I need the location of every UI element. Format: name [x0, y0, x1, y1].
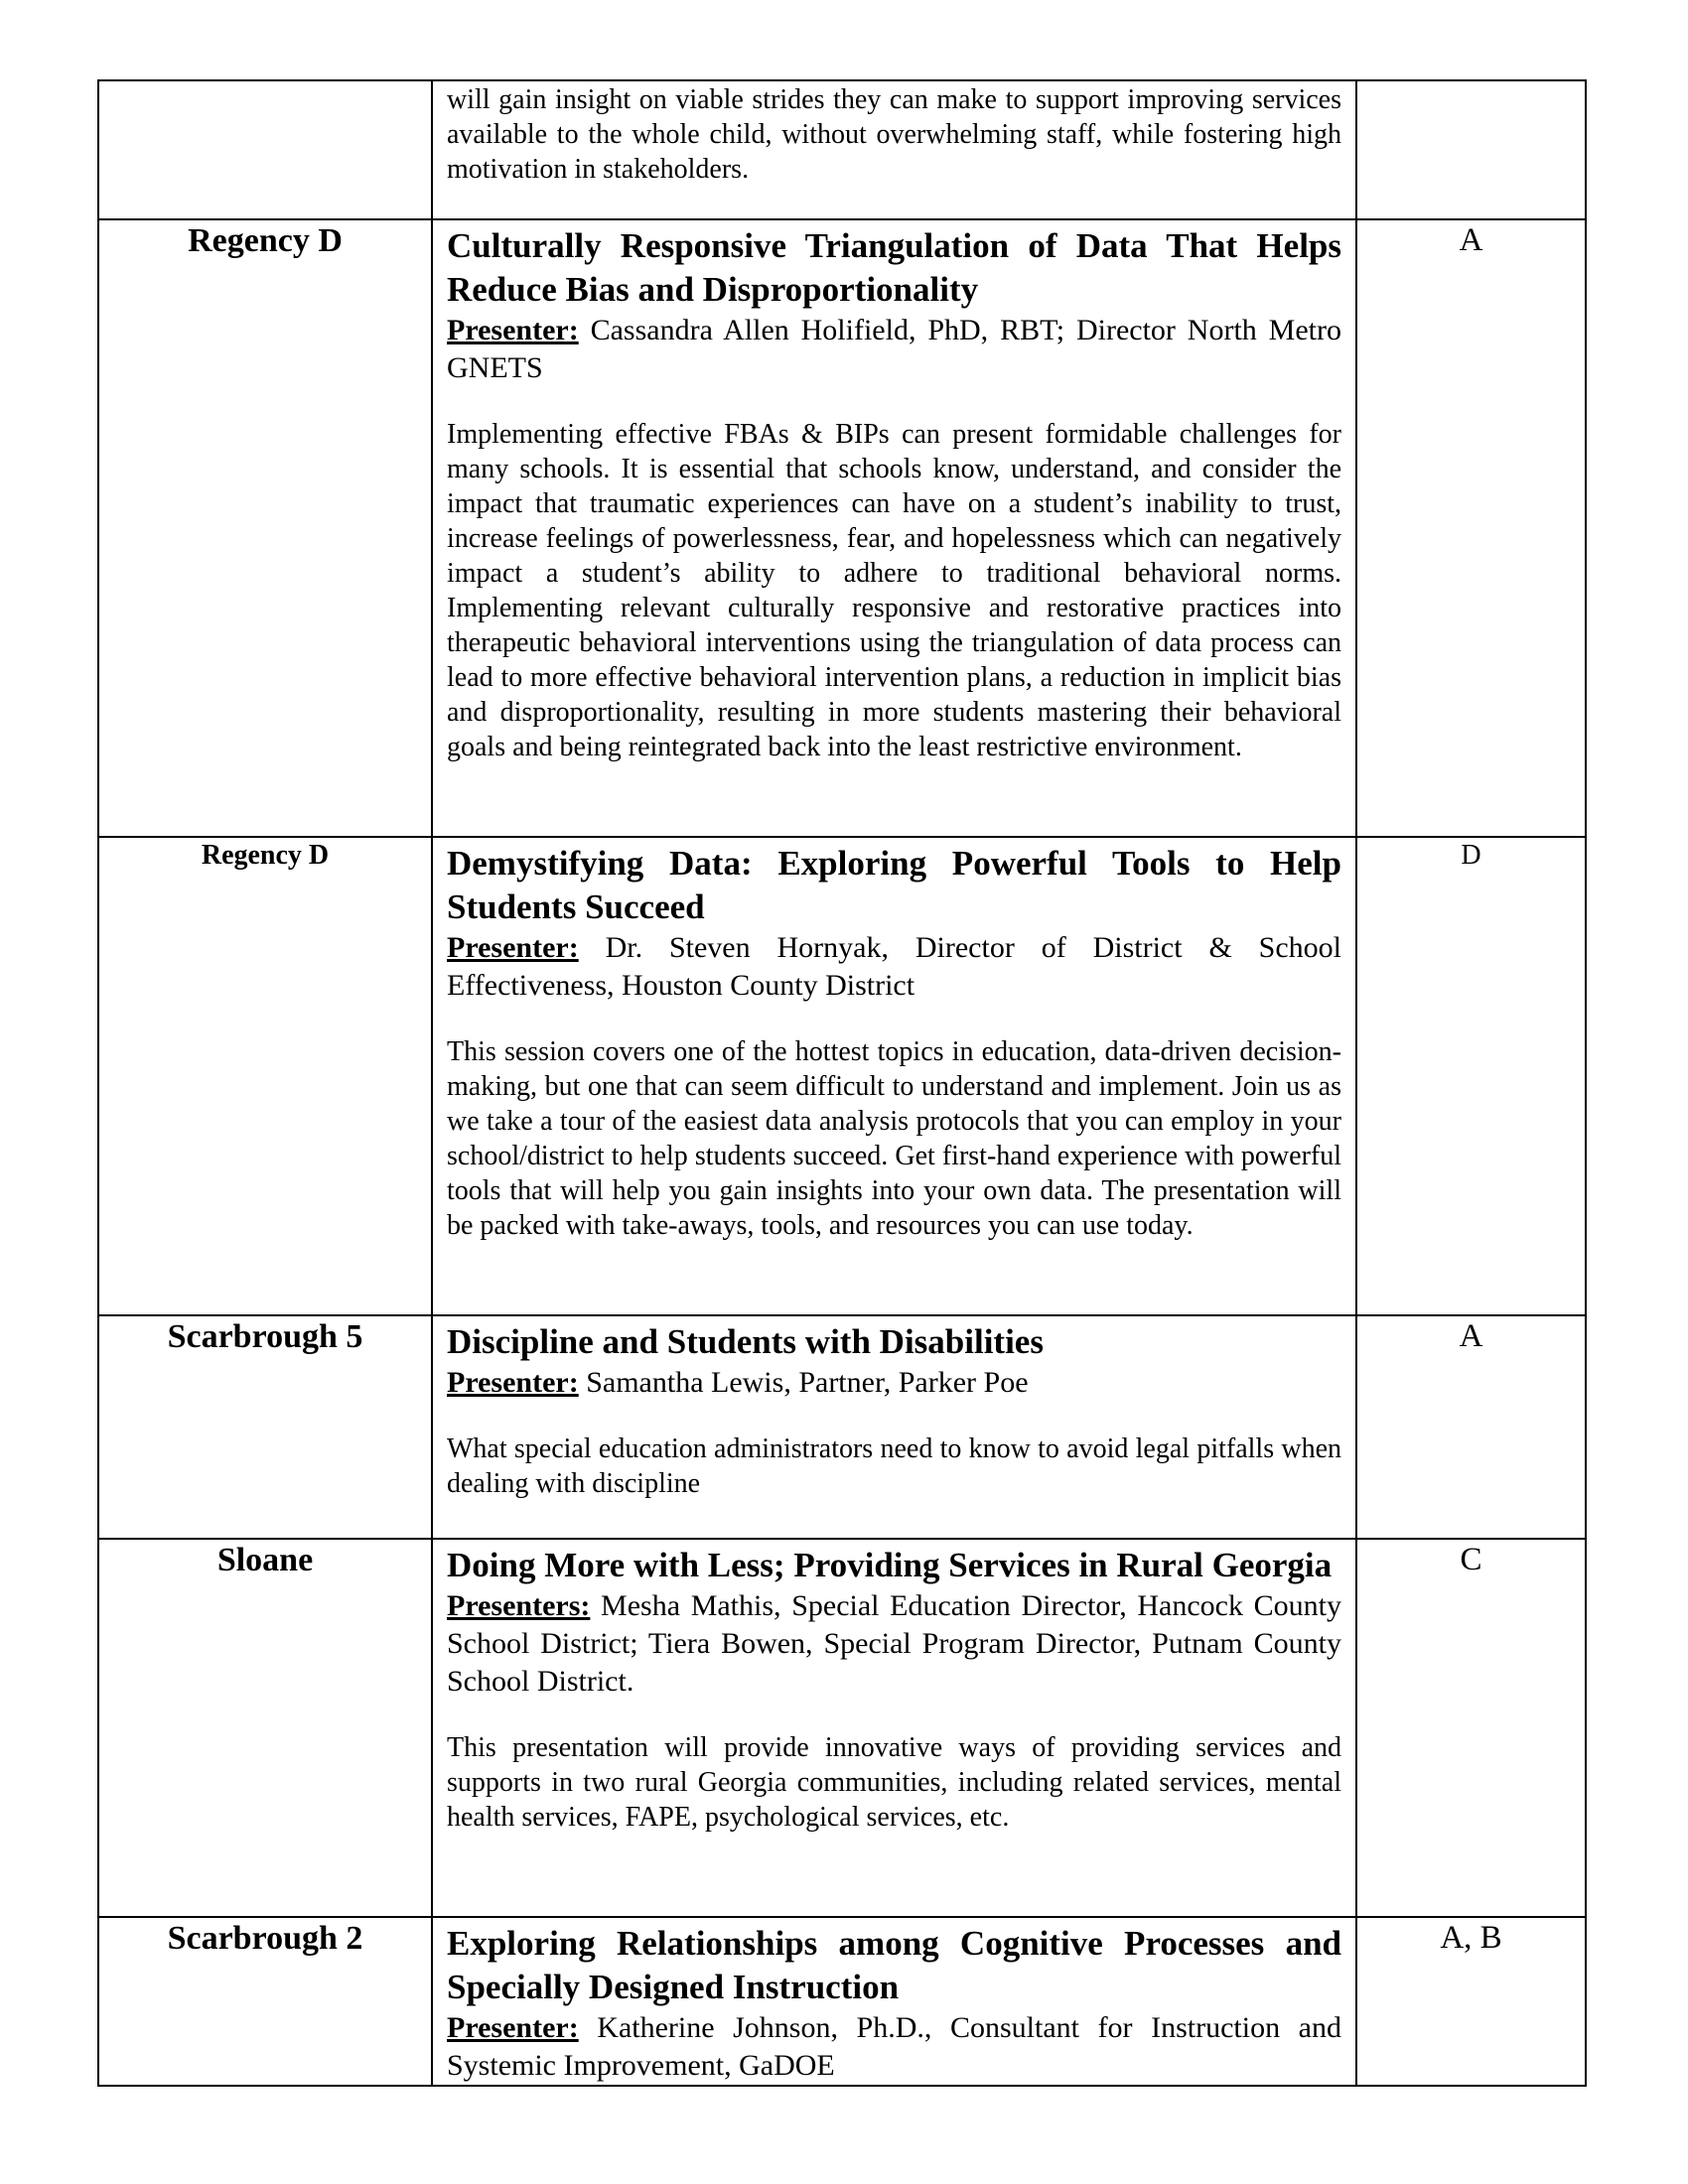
- session-abstract: What special education administrators need to know to avoid legal pitfalls when dealing with discipline: [447, 1433, 1341, 1499]
- session-title: Doing More with Less; Providing Services in Rural Georgia: [447, 1546, 1333, 1584]
- presenter-label: Presenter:: [447, 931, 579, 964]
- presenter-names: Katherine Johnson, Ph.D., Consultant for Instruction and Systemic Improvement, GaDOE: [447, 2011, 1341, 2082]
- strand-cell: A: [1356, 219, 1586, 837]
- room-cell: Regency D: [98, 219, 432, 837]
- presenter-names: Mesha Mathis, Special Education Director, Hancock County School District; Tiera Bowen, Special Program Director, Putnam County School District.: [447, 1589, 1341, 1698]
- table-row: [98, 1539, 1586, 1917]
- strand-cell: [1356, 80, 1586, 219]
- presenter-label: Presenters:: [447, 1589, 591, 1622]
- presenter-names: Samantha Lewis, Partner, Parker Poe: [578, 1366, 1029, 1399]
- table-row: [98, 837, 1586, 1315]
- sessions-table: [97, 79, 1587, 2087]
- presenter-label: Presenter:: [447, 2011, 579, 2044]
- room-cell: Scarbrough 2: [98, 1917, 432, 2086]
- session-title: Demystifying Data: Exploring Powerful Tools to Help Students Succeed: [447, 844, 1341, 926]
- strand-cell: D: [1356, 837, 1586, 1315]
- presenter-names: Dr. Steven Hornyak, Director of District & School Effectiveness, Houston County District: [447, 931, 1341, 1002]
- presenter-line: [447, 2009, 1341, 2085]
- continued-abstract: will gain insight on viable strides they can make to support improving services available to the whole child, without overwhelming staff, while fostering high motivation in stakeholders.: [447, 84, 1341, 185]
- table-row: [98, 1917, 1586, 2086]
- presenter-line: [447, 929, 1341, 1005]
- description-cell: [432, 837, 1356, 1315]
- description-cell: [432, 219, 1356, 837]
- presenter-line: [447, 312, 1341, 387]
- description-cell: [432, 80, 1356, 219]
- room-cell: Scarbrough 5: [98, 1315, 432, 1539]
- session-abstract: Implementing effective FBAs & BIPs can present formidable challenges for many schools. It is essential that schools know, understand, and consider the impact that traumatic experiences can have on a student’s inability to trust, increase feelings of powerlessness, fear, and hopelessness which can negatively impact a student’s ability to adhere to traditional behavioral norms. Implementing relevant culturally responsive and restorative practices into therapeutic behavioral interventions using the triangulation of data process can lead to more effective behavioral intervention plans, a reduction in implicit bias and disproportionality, resulting in more students mastering their behavioral goals and being reintegrated back into the least restrictive environment.: [447, 419, 1341, 762]
- session-title: Discipline and Students with Disabilities: [447, 1322, 1044, 1361]
- table-row: [98, 219, 1586, 837]
- session-title: Culturally Responsive Triangulation of Data That Helps Reduce Bias and Disproportionality: [447, 226, 1341, 309]
- table-row: [98, 1315, 1586, 1539]
- session-abstract: This session covers one of the hottest topics in education, data-driven decision-making, but one that can seem difficult to understand and implement. Join us as we take a tour of the easiest data analysis protocols that you can employ in your school/district to help students succeed. Get first-hand experience with powerful tools that will help you gain insights into your own data. The presentation will be packed with take-aways, tools, and resources you can use today.: [447, 1036, 1341, 1241]
- table-row: [98, 80, 1586, 219]
- strand-cell: A: [1356, 1315, 1586, 1539]
- presenter-label: Presenter:: [447, 314, 579, 346]
- presenter-line: [447, 1587, 1341, 1701]
- description-cell: [432, 1315, 1356, 1539]
- strand-cell: C: [1356, 1539, 1586, 1917]
- session-title: Exploring Relationships among Cognitive Processes and Specially Designed Instruction: [447, 1924, 1341, 2006]
- session-abstract: This presentation will provide innovative ways of providing services and supports in two rural Georgia communities, including related services, mental health services, FAPE, psychological services, etc.: [447, 1732, 1341, 1833]
- strand-cell: A, B: [1356, 1917, 1586, 2086]
- description-cell: [432, 1539, 1356, 1917]
- room-cell: [98, 80, 432, 219]
- room-cell: Regency D: [98, 837, 432, 1315]
- presenter-line: [447, 1364, 1341, 1402]
- presenter-label: Presenter:: [447, 1366, 579, 1399]
- room-cell: Sloane: [98, 1539, 432, 1917]
- presenter-names: Cassandra Allen Holifield, PhD, RBT; Director North Metro GNETS: [447, 314, 1341, 384]
- description-cell: [432, 1917, 1356, 2086]
